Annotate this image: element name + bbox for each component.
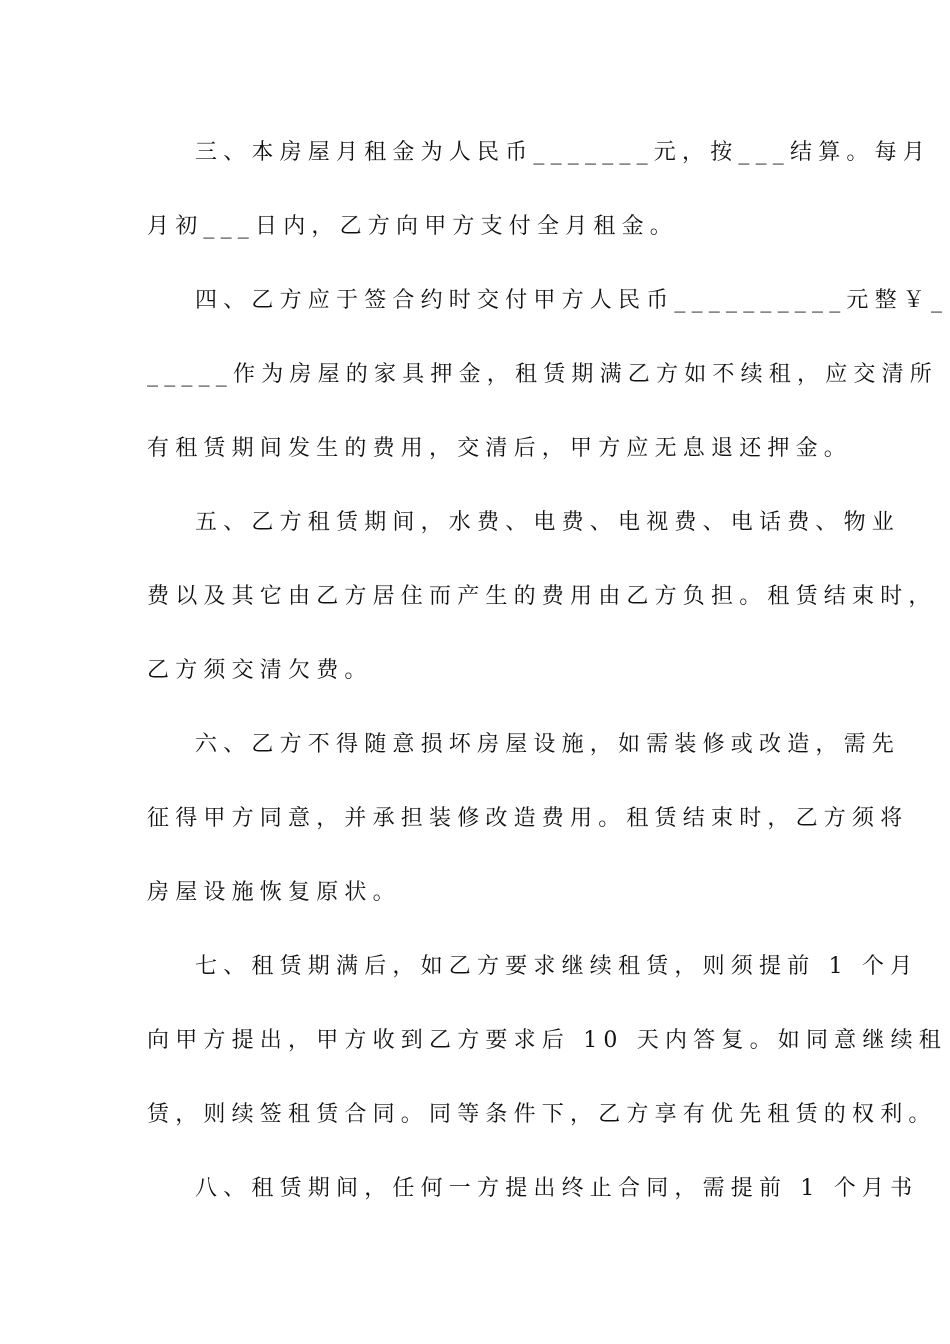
clause-3-line-2: 月初___日内，乙方向甲方支付全月租金。	[147, 214, 679, 239]
clause-5-line-3: 乙方须交清欠费。	[147, 658, 373, 683]
clause-6-line-2: 征得甲方同意，并承担装修改造费用。租赁结束时，乙方须将	[147, 806, 909, 831]
clause-4-line-1: 四、乙方应于签合约时交付甲方人民币__________元整￥_	[195, 288, 949, 313]
clause-6-line-1: 六、乙方不得随意损坏房屋设施，如需装修或改造，需先	[195, 732, 901, 757]
clause-7-line-3: 赁，则续签租赁合同。同等条件下，乙方享有优先租赁的权利。	[147, 1102, 937, 1127]
clause-5-line-1: 五、乙方租赁期间，水费、电费、电视费、电话费、物业	[195, 510, 901, 535]
clause-3-line-1: 三、本房屋月租金为人民币_______元，按___结算。每月	[195, 140, 932, 165]
clause-6-line-3: 房屋设施恢复原状。	[147, 880, 401, 905]
clause-8-line-1: 八、租赁期间，任何一方提出终止合同，需提前 1 个月书	[195, 1176, 919, 1201]
clause-4-line-3: 有租赁期间发生的费用，交清后，甲方应无息退还押金。	[147, 436, 853, 461]
clause-4-line-2: _____作为房屋的家具押金，租赁期满乙方如不续租，应交清所	[147, 362, 939, 387]
clause-7-line-2: 向甲方提出，甲方收到乙方要求后 10 天内答复。如同意继续租	[147, 1028, 947, 1053]
clause-7-line-1: 七、租赁期满后，如乙方要求继续租赁，则须提前 1 个月	[195, 954, 919, 979]
clause-5-line-2: 费以及其它由乙方居住而产生的费用由乙方负担。租赁结束时，	[147, 584, 937, 609]
